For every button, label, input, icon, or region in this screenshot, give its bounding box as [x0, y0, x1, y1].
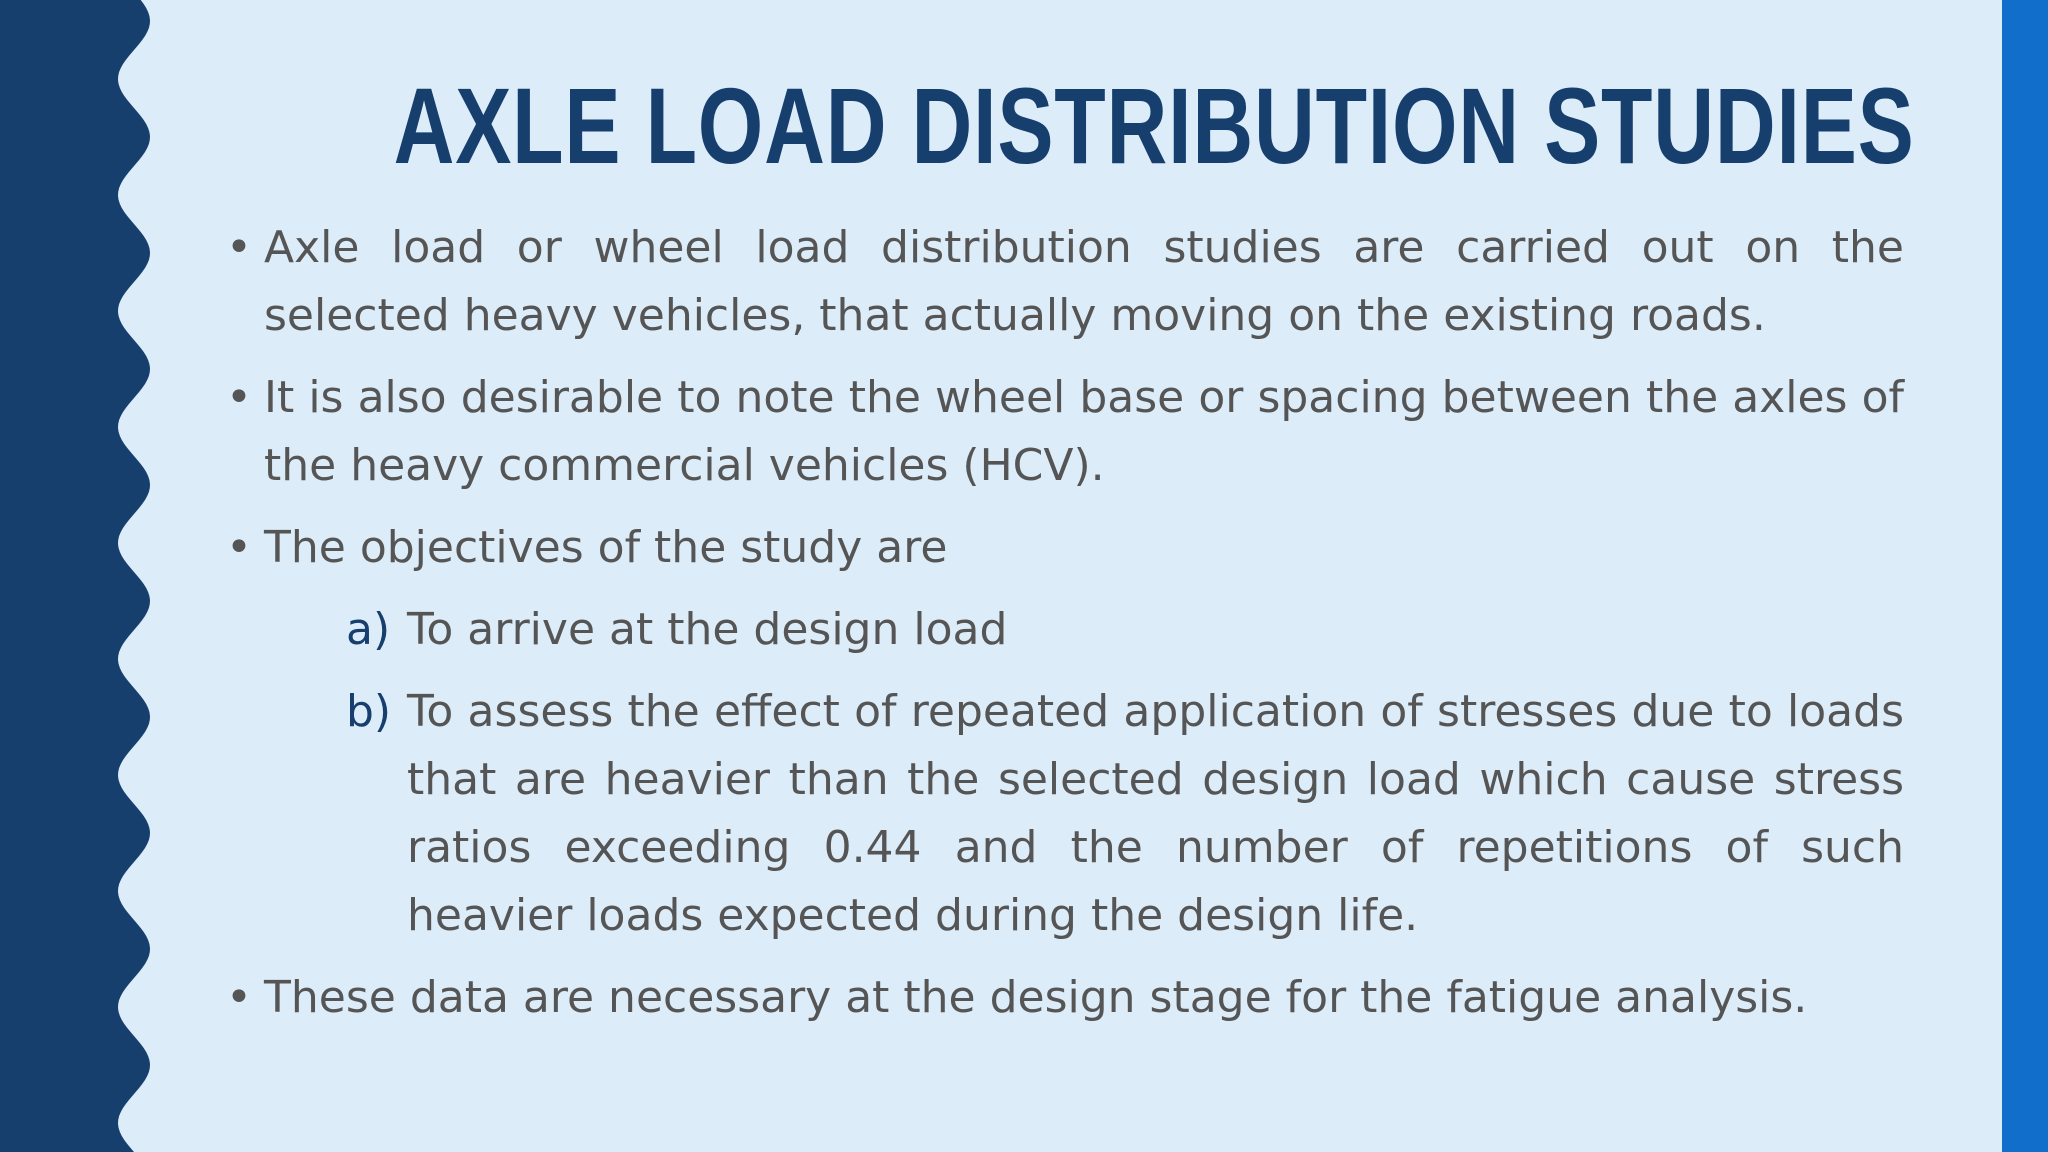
bullet-dot: • — [226, 522, 252, 573]
bullet-dot: • — [226, 372, 252, 423]
bullet-text: The objectives of the study are — [264, 522, 948, 573]
bullet-item — [220, 364, 1904, 500]
bullet-item — [220, 214, 1904, 350]
objective-text: To assess the effect of repeated application of stresses due to loads that are heavier than the selected design load which cause stress ratios exceeding 0.44 and the number of repetitions of such heavier loads expected during the design life. — [407, 686, 1904, 941]
objective-marker: a) — [346, 604, 391, 655]
bullet-text: Axle load or wheel load distribution studies are carried out on the selected heavy vehicles, that actually moving on the existing roads. — [264, 222, 1904, 341]
bullet-dot: • — [226, 222, 252, 273]
objective-text: To arrive at the design load — [407, 604, 1008, 655]
bullet-text: These data are necessary at the design stage for the fatigue analysis. — [264, 972, 1808, 1023]
bullet-dot: • — [226, 972, 252, 1023]
right-accent-band — [2002, 0, 2048, 1152]
objective-marker: b) — [346, 686, 392, 737]
slide-content — [220, 214, 1904, 1046]
objective-item — [220, 678, 1904, 950]
bullet-item — [220, 964, 1904, 1032]
objective-item — [220, 596, 1904, 664]
wave-shape — [0, 0, 150, 1152]
bullet-item — [220, 514, 1904, 582]
slide-title: AXLE LOAD DISTRIBUTION STUDIES — [393, 65, 1915, 186]
bullet-text: It is also desirable to note the wheel base or spacing between the axles of the heavy commercial vehicles (HCV). — [264, 372, 1904, 491]
left-wave-band — [0, 0, 160, 1152]
